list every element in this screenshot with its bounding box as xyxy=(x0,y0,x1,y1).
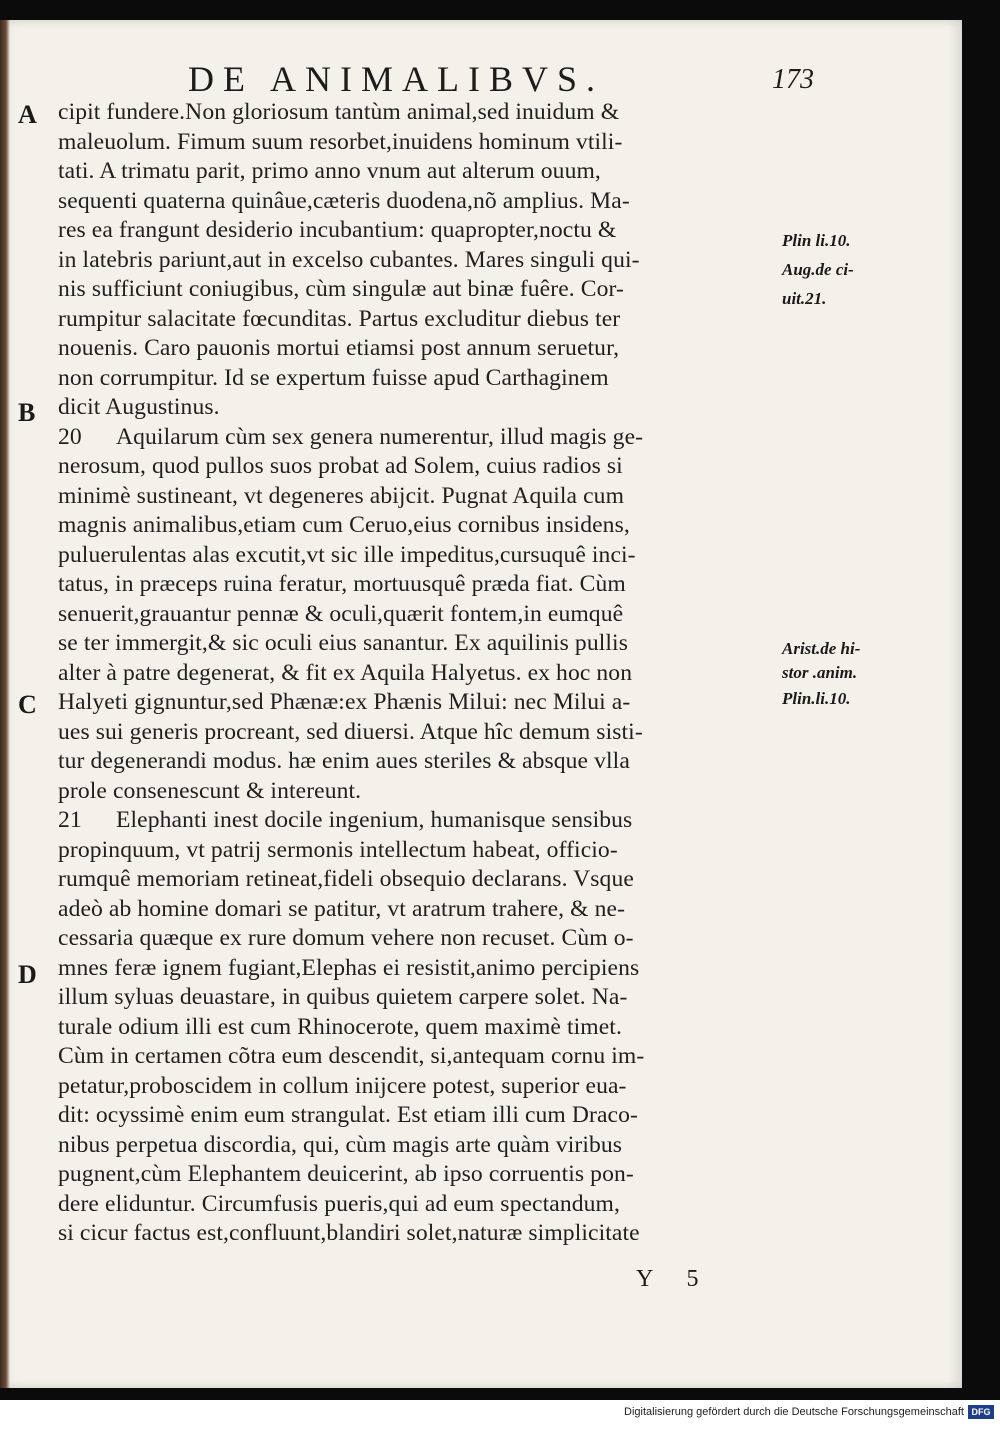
text-line: in latebris pariunt,aut in excelso cubantes. Mares singuli qui- xyxy=(58,246,640,273)
margin-note: stor .anim. xyxy=(782,663,858,682)
section-letter-b: B xyxy=(18,398,36,427)
footer-bar xyxy=(0,1400,1000,1429)
funding-credit: Digitalisierung gefördert durch die Deutsche Forschungsgemeinschaft xyxy=(624,1406,964,1418)
section-letter-a: A xyxy=(18,100,37,129)
text-line: si cicur factus est,confluunt,blandiri solet,naturæ simplicitate xyxy=(58,1220,640,1246)
text-line-content: Elephanti inest docile ingenium, humanisque sensibus xyxy=(116,807,633,833)
text-line: cessaria quæque ex rure domum vehere non recuset. Cùm o- xyxy=(58,925,634,951)
text-line: ues sui generis procreant, sed diuersi. Atque hîc demum sisti- xyxy=(58,718,643,745)
text-line xyxy=(58,423,778,453)
margin-note: Arist.de hi- xyxy=(782,639,861,658)
text-line: prole consenescunt & intereunt. xyxy=(58,777,362,804)
paragraph-number: 21 xyxy=(58,807,82,833)
text-line: dicit Augustinus. xyxy=(58,394,220,420)
text-line: dere eliduntur. Circumfusis pueris,qui ad eum spectandum, xyxy=(58,1190,620,1217)
text-line: minimè sustineant, vt degeneres abijcit. Pugnat Aquila cum xyxy=(58,482,625,509)
text-line: res ea frangunt desiderio incubantium: quapropter,noctu & xyxy=(58,217,617,243)
body-text xyxy=(58,98,778,1249)
page-binding-edge xyxy=(0,20,10,1388)
paragraph-number: 20 xyxy=(58,423,82,450)
text-line: adeò ab homine domari se patitur, vt aratrum trahere, & ne- xyxy=(58,895,626,922)
text-line: turale odium illi est cum Rhinocerote, quem maximè timet. xyxy=(58,1013,622,1040)
text-line: tatus, in præceps ruina feratur, mortuusquê præda fiat. Cùm xyxy=(58,571,626,597)
signature-mark: Y 5 xyxy=(636,1266,713,1292)
dfg-logo: DFG xyxy=(968,1405,994,1419)
text-line: petatur,proboscidem in collum inijcere potest, superior eua- xyxy=(58,1072,627,1099)
text-line: maleuolum. Fimum suum resorbet,inuidens hominum vtili- xyxy=(58,128,623,155)
section-letter-d: D xyxy=(18,960,37,989)
text-line: nis sufficiunt coniugibus, cùm singulæ aut binæ fuêre. Cor- xyxy=(58,276,624,302)
margin-note: Plin.li.10. xyxy=(782,689,851,708)
text-line: tur degenerandi modus. hæ enim aues steriles & absque vlla xyxy=(58,748,630,774)
text-line: puluerulentas alas excutit,vt sic ille impeditus,cursuquê inci- xyxy=(58,541,636,568)
text-line: pugnent,cùm Elephantem deuicerint, ab ipso corruentis pon- xyxy=(58,1161,634,1187)
text-line: magnis animalibus,etiam cum Ceruo,eius cornibus insidens, xyxy=(58,512,630,538)
text-line: mnes feræ ignem fugiant,Elephas ei resistit,animo percipiens xyxy=(58,954,640,981)
text-line: Cùm in certamen cõtra eum descendit, si,antequam cornu im- xyxy=(58,1043,645,1069)
margin-note: Aug.de ci- xyxy=(782,260,854,279)
text-line: rumquê memoriam retineat,fideli obsequio declarans. Vsque xyxy=(58,866,634,892)
running-title: DE ANIMALIBVS. xyxy=(188,59,605,99)
page-number: 173 xyxy=(772,64,814,95)
text-line: se ter immergit,& sic oculi eius sanantur. Ex aquilinis pullis xyxy=(58,630,628,656)
text-line: nibus perpetua discordia, qui, cùm magis arte quàm viribus xyxy=(58,1131,623,1158)
text-line: nerosum, quod pullos suos probat ad Solem, cuius radios si xyxy=(58,453,623,479)
text-line: alter à patre degenerat, & fit ex Aquila Halyetus. ex hoc non xyxy=(58,659,633,686)
text-line: tati. A trimatu parit, primo anno vnum aut alterum ouum, xyxy=(58,158,601,184)
text-line: sequenti quaterna quinâue,cæteris duodena,nõ amplius. Ma- xyxy=(58,187,630,214)
text-line: senuerit,grauantur pennæ & oculi,quærit fontem,in eumquê xyxy=(58,600,624,627)
text-line: dit: ocyssimè enim eum strangulat. Est etiam illi cum Draco- xyxy=(58,1102,638,1128)
text-line: rumpitur salacitate fœcunditas. Partus excluditur diebus ter xyxy=(58,305,621,332)
text-line xyxy=(58,806,778,836)
margin-note: Plin li.10. xyxy=(782,231,851,250)
text-line: illum syluas deuastare, in quibus quietem carpere solet. Na- xyxy=(58,984,628,1010)
section-letter-c: C xyxy=(18,690,37,719)
text-line: cipit fundere.Non gloriosum tantùm animal,sed inuidum & xyxy=(58,99,620,125)
text-line: non corrumpitur. Id se expertum fuisse apud Carthaginem xyxy=(58,364,609,391)
text-line: nouenis. Caro pauonis mortui etiamsi post annum seruetur, xyxy=(58,335,620,361)
text-line-content: Aquilarum cùm sex genera numerentur, illud magis ge- xyxy=(116,423,644,450)
margin-note: uit.21. xyxy=(782,289,827,308)
text-line: propinquum, vt patrij sermonis intellectum habeat, officio- xyxy=(58,836,618,863)
text-line: Halyeti gignuntur,sed Phænæ:ex Phænis Milui: nec Milui a- xyxy=(58,689,631,715)
